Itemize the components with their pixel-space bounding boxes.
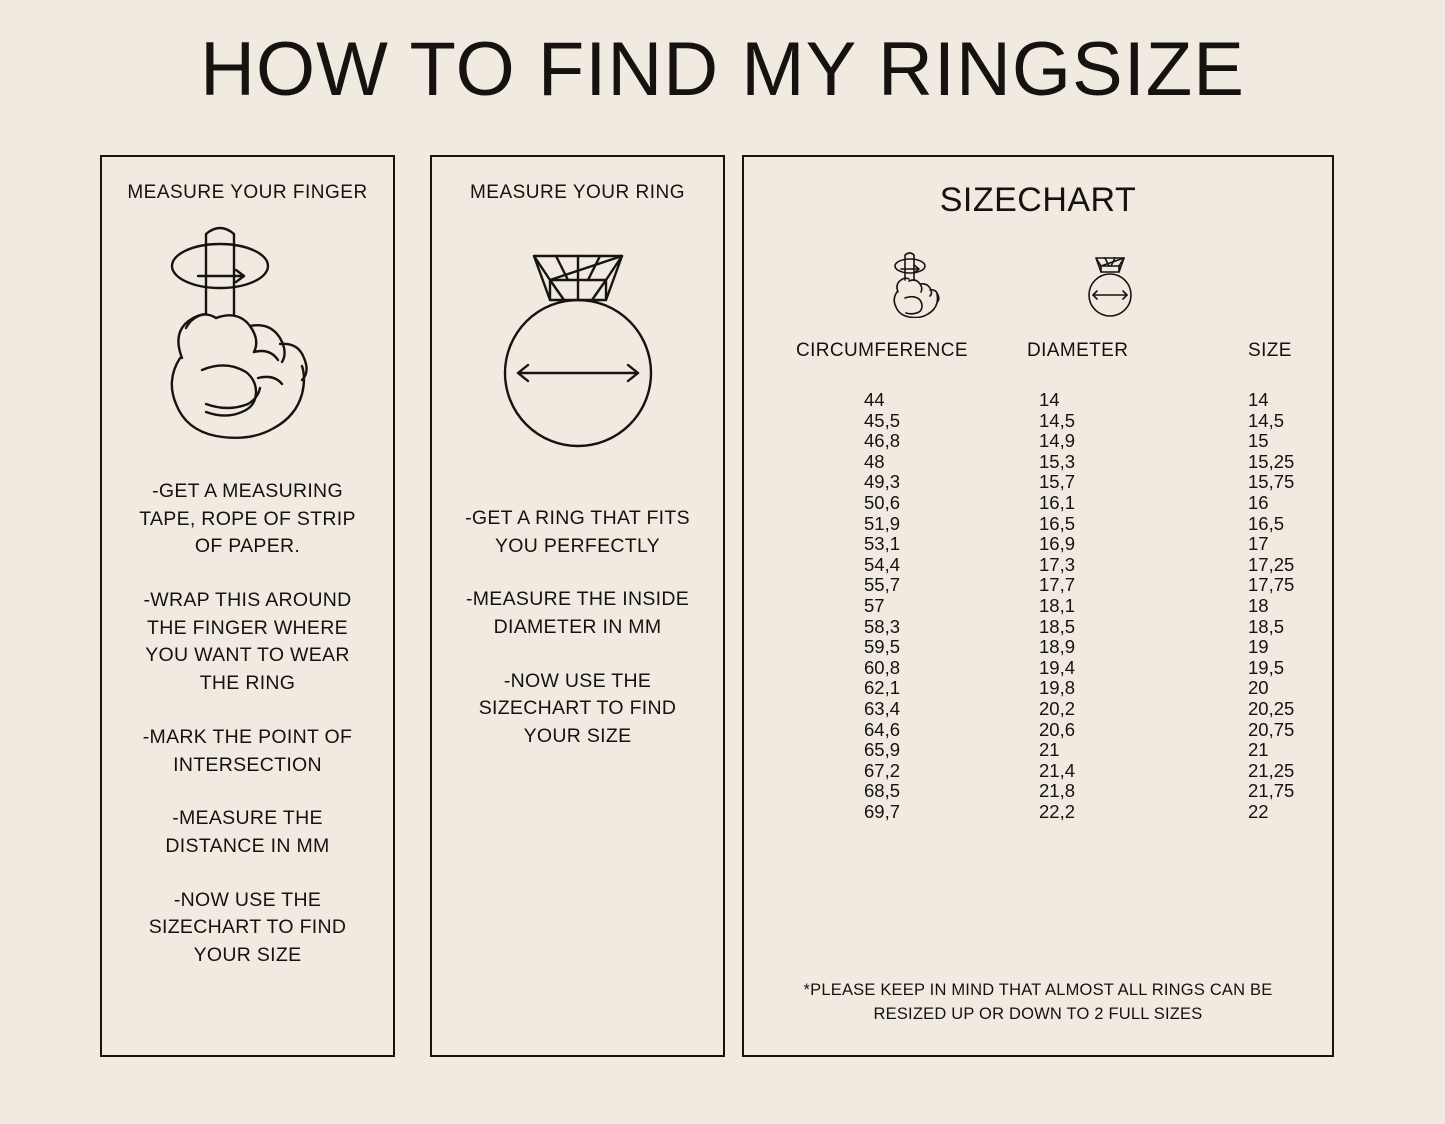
panel-heading: MEASURE YOUR FINGER <box>127 182 368 203</box>
table-row <box>744 632 1336 658</box>
cell-circumference: 49,3 <box>864 471 901 493</box>
ring-diameter-icon <box>432 218 723 453</box>
step-item: -GET A RING THAT FITS YOU PERFECTLY <box>465 507 690 557</box>
cell-circumference: 59,5 <box>864 636 901 658</box>
cell-size: 19,5 <box>1248 656 1285 678</box>
cell-circumference: 55,7 <box>864 574 901 596</box>
cell-circumference: 69,7 <box>864 800 901 822</box>
cell-diameter: 17,3 <box>1039 553 1076 575</box>
table-row <box>744 467 1336 493</box>
panel-steps <box>432 505 723 751</box>
cell-size: 17,25 <box>1248 553 1295 575</box>
cell-diameter: 18,5 <box>1039 615 1076 637</box>
step-item: -NOW USE THE SIZECHART TO FIND YOUR SIZE <box>148 888 347 966</box>
cell-size: 18,5 <box>1248 615 1285 637</box>
cell-size: 17,75 <box>1248 574 1295 596</box>
cell-circumference: 50,6 <box>864 491 901 513</box>
column-header-diameter: DIAMETER <box>1027 340 1129 361</box>
table-row <box>744 529 1336 555</box>
panel-measure-your-finger <box>100 155 395 1057</box>
cell-circumference: 53,1 <box>864 533 901 555</box>
cell-size: 21,75 <box>1248 780 1295 802</box>
cell-diameter: 21 <box>1039 739 1060 761</box>
sizechart-icons <box>744 252 1336 322</box>
cell-diameter: 17,7 <box>1039 574 1076 596</box>
cell-circumference: 51,9 <box>864 512 901 534</box>
sizechart-rows <box>744 385 1336 822</box>
panel-measure-your-ring <box>430 155 725 1057</box>
cell-diameter: 21,8 <box>1039 780 1076 802</box>
cell-circumference: 44 <box>864 389 885 410</box>
cell-size: 14 <box>1248 389 1269 410</box>
table-row <box>744 406 1336 431</box>
cell-circumference: 65,9 <box>864 739 901 761</box>
step-item: -GET A MEASURING TAPE, ROPE OF STRIP OF PAPER. <box>139 480 356 558</box>
cell-size: 20,75 <box>1248 718 1295 740</box>
cell-circumference: 62,1 <box>864 677 901 699</box>
cell-size: 16,5 <box>1248 512 1285 534</box>
cell-diameter: 18,9 <box>1039 636 1076 658</box>
table-row <box>744 797 1336 822</box>
table-row <box>744 488 1336 513</box>
cell-circumference: 45,5 <box>864 409 901 431</box>
cell-size: 18 <box>1248 594 1269 616</box>
sizechart-note: *PLEASE KEEP IN MIND THAT ALMOST ALL RINGS CAN BE RESIZED UP OR DOWN TO 2 FULL SIZES <box>803 981 1273 1024</box>
cell-size: 19 <box>1248 636 1269 658</box>
cell-size: 17 <box>1248 533 1269 555</box>
panel-sizechart <box>742 155 1334 1057</box>
cell-circumference: 63,4 <box>864 697 901 719</box>
sizechart-heading: SIZECHART <box>939 181 1137 219</box>
panel-steps <box>102 478 393 970</box>
table-row <box>744 756 1336 781</box>
cell-diameter: 16,5 <box>1039 512 1076 534</box>
table-row <box>744 735 1336 761</box>
table-row <box>744 776 1336 802</box>
cell-diameter: 20,6 <box>1039 718 1076 740</box>
cell-size: 15,75 <box>1248 471 1295 493</box>
hand-with-measuring-tape-icon <box>102 218 393 448</box>
cell-circumference: 64,6 <box>864 718 901 740</box>
cell-diameter: 15,3 <box>1039 450 1076 472</box>
cell-diameter: 14 <box>1039 389 1060 410</box>
cell-circumference: 48 <box>864 450 885 472</box>
page-title: HOW TO FIND MY RINGSIZE <box>200 27 1245 112</box>
table-row <box>744 509 1336 534</box>
step-item: -MEASURE THE DISTANCE IN MM <box>165 807 330 857</box>
table-row <box>744 591 1336 616</box>
ring-diameter-icon <box>1074 252 1146 323</box>
cell-size: 22 <box>1248 800 1269 822</box>
cell-circumference: 54,4 <box>864 553 901 575</box>
table-row <box>744 570 1336 596</box>
cell-size: 21 <box>1248 739 1269 761</box>
cell-circumference: 46,8 <box>864 430 901 452</box>
cell-diameter: 22,2 <box>1039 800 1076 822</box>
cell-diameter: 14,5 <box>1039 409 1076 431</box>
cell-size: 14,5 <box>1248 409 1285 431</box>
hand-circumference-icon <box>886 252 956 323</box>
table-row <box>744 715 1336 740</box>
column-header-size: SIZE <box>1248 340 1292 361</box>
cell-diameter: 18,1 <box>1039 594 1076 616</box>
table-row <box>744 673 1336 699</box>
cell-size: 20,25 <box>1248 697 1295 719</box>
step-item: -MARK THE POINT OF INTERSECTION <box>142 725 353 776</box>
table-row <box>744 550 1336 575</box>
step-item: -MEASURE THE INSIDE DIAMETER IN MM <box>465 588 690 639</box>
cell-diameter: 16,1 <box>1039 491 1076 513</box>
cell-diameter: 14,9 <box>1039 430 1076 452</box>
cell-circumference: 60,8 <box>864 656 901 678</box>
cell-circumference: 68,5 <box>864 780 901 802</box>
table-row <box>744 426 1336 452</box>
step-item: -WRAP THIS AROUND THE FINGER WHERE YOU WANT TO WEAR THE RING <box>143 589 352 695</box>
cell-size: 16 <box>1248 491 1269 513</box>
table-row <box>744 385 1336 410</box>
cell-diameter: 20,2 <box>1039 697 1076 719</box>
cell-circumference: 67,2 <box>864 759 901 781</box>
cell-size: 20 <box>1248 677 1269 699</box>
panel-heading: MEASURE YOUR RING <box>469 182 686 203</box>
cell-diameter: 16,9 <box>1039 533 1076 555</box>
column-header-circumference: CIRCUMFERENCE <box>796 340 968 361</box>
step-item: -NOW USE THE SIZECHART TO FIND YOUR SIZE <box>478 669 677 748</box>
table-row <box>744 612 1336 637</box>
table-row <box>744 694 1336 719</box>
cell-diameter: 19,4 <box>1039 656 1076 678</box>
cell-size: 15 <box>1248 430 1269 452</box>
cell-diameter: 19,8 <box>1039 677 1076 699</box>
cell-size: 15,25 <box>1248 450 1295 472</box>
table-row <box>744 447 1336 472</box>
cell-diameter: 21,4 <box>1039 759 1076 781</box>
cell-diameter: 15,7 <box>1039 471 1076 493</box>
cell-size: 21,25 <box>1248 759 1295 781</box>
cell-circumference: 57 <box>864 594 885 616</box>
cell-circumference: 58,3 <box>864 615 901 637</box>
table-row <box>744 653 1336 678</box>
